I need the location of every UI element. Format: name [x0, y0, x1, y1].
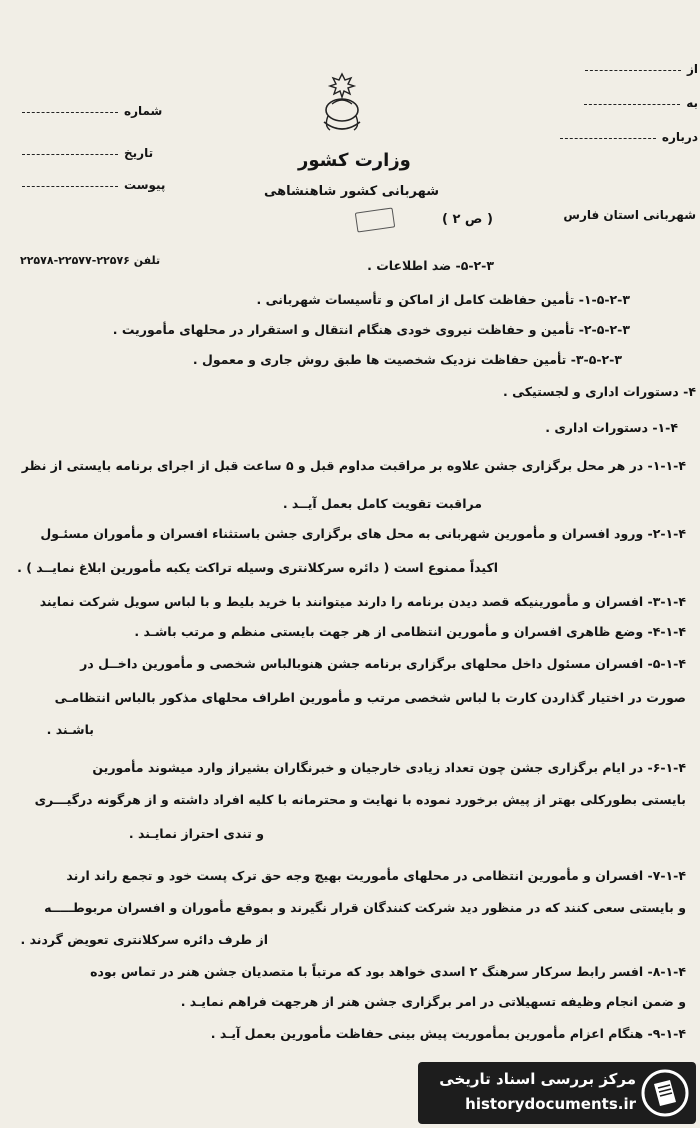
date-label: تاريخ: [124, 146, 154, 160]
ministry-title: وزارت کشور: [298, 150, 411, 171]
to-line: [584, 103, 680, 105]
body-line: صورت در اختیار گذاردن کارت با لباس شخصی مرتب و مأمورین اطراف محلهای مذکور بالباس انتظامـی: [54, 690, 686, 705]
attachment-line: [22, 185, 118, 187]
body-line: ۳-۵-۲-۳- تأمین حفاظت نزدیک شخصیت ها طبق روش جاری و معمول .: [192, 352, 622, 367]
from-label: از: [686, 62, 698, 76]
attachment-field: [22, 178, 165, 192]
body-line: ۷-۱-۴- افسران و مأمورین انتظامی در محلهای مأموریت بهیچ وجه حق ترک پست خود و تجمع راند ارند: [66, 868, 686, 883]
body-line: و بایستی سعی کنند که در منظور دید شرکت کنندگان قرار نگیرند و بموقع مأموران و افسران مربوطـــــه: [44, 900, 686, 915]
body-line: باشـند .: [46, 722, 94, 737]
page-number: ( ص ۲ ): [442, 212, 493, 227]
province-title: شهربانی استان فارس: [563, 208, 696, 222]
from-line: [585, 69, 681, 71]
number-label: شماره: [124, 104, 163, 118]
to-field: [584, 96, 698, 110]
body-line: از طرف دائره سرکلانتری تعویض گردند .: [20, 932, 268, 947]
watermark-title: مرکز بررسی اسناد تاریخی: [439, 1070, 636, 1088]
body-line: ۴- دستورات اداری و لجستیکی .: [503, 384, 696, 399]
body-line: ۲-۱-۴- ورود افسران و مأمورین شهربانی به محل های برگزاری جشن باستثناء افسران و مأموران مسئـول: [40, 526, 686, 541]
phone-numbers: تلفن ۲۲۵۷۶-۲۲۵۷۷-۲۲۵۷۸: [20, 254, 161, 267]
body-line: ۱-۴- دستورات اداری .: [545, 420, 678, 435]
watermark-badge: [418, 1062, 696, 1124]
lion-and-sun-emblem-icon: [318, 70, 366, 134]
from-field: [585, 62, 698, 76]
stamp-mark: [355, 207, 395, 232]
watermark-url: historydocuments.ir: [465, 1095, 636, 1113]
attachment-label: پیوست: [124, 178, 166, 192]
body-line: و ضمن انجام وظیفه تسهیلاتی در امر برگزاری جشن هنر از هرجهت فراهم نمایـد .: [180, 994, 686, 1009]
date-line: [22, 153, 118, 155]
subject-field: [560, 130, 698, 144]
body-line: ۵-۲-۳- ضد اطلاعات .: [367, 258, 494, 273]
body-line: اکیداً ممنوع است ( دائره سرکلانتری وسیله تراکت یکبه مأمورین ابلاغ نمایــد ) .: [17, 560, 498, 575]
body-line: ۱-۱-۴- در هر محل برگزاری جشن علاوه بر مراقبت مداوم قبل و ۵ ساعت قبل از اجرای برنامه بایستی از نظر: [21, 458, 686, 473]
number-line: [22, 111, 118, 113]
body-line: ۵-۱-۴- افسران مسئول داخل محلهای برگزاری برنامه جشن هنوبالباس شخصی و مأمورین داخــل در: [80, 656, 686, 671]
subject-line: [560, 137, 656, 139]
number-field: [22, 104, 162, 118]
body-line: ۹-۱-۴- هنگام اعزام مأمورین بمأموریت پیش بینی حفاظت مأمورین بعمل آیـد .: [210, 1026, 686, 1041]
body-line: ۴-۱-۴- وضع ظاهری افسران و مأمورین انتظامی از هر جهت بایستی منظم و مرتب باشـد .: [134, 624, 686, 639]
document-archive-logo-icon: [640, 1068, 690, 1118]
to-label: به: [686, 96, 698, 110]
municipal-title: شهربانی کشور شاهنشاهی: [264, 184, 439, 199]
body-line: بایستی بطورکلی بهتر از پیش برخورد نموده با نهایت و محترمانه با کلیه افراد داشته و از هرگونه درگیـــری: [34, 792, 686, 807]
body-line: مراقبت تقویت کامل بعمل آیــد .: [282, 496, 482, 511]
body-line: ۱-۵-۲-۳- تأمین حفاظت کامل از اماکن و تأسیسات شهربانی .: [256, 292, 630, 307]
body-line: ۸-۱-۴- افسر رابط سرکار سرهنگ ۲ اسدی خواهد بود که مرتباً با متصدیان جشن هنر در تماس بوده: [90, 964, 686, 979]
body-line: ۶-۱-۴- در ایام برگزاری جشن چون تعداد زیادی خارجیان و خبرنگاران بشیراز وارد میشوند مأمورین: [92, 760, 686, 775]
date-field: [22, 146, 153, 160]
subject-label: درباره: [661, 130, 698, 144]
body-line: و تندی احتراز نمایـند .: [128, 826, 264, 841]
body-line: ۲-۵-۲-۳- تأمین و حفاظت نیروی خودی هنگام انتقال و استقرار در محلهای مأموریت .: [112, 322, 630, 337]
body-line: ۳-۱-۴- افسران و مأمورینیکه قصد دیدن برنامه را دارند میتوانند با خرید بلیط و با لباس سویل شرکت نمایند: [39, 594, 686, 609]
